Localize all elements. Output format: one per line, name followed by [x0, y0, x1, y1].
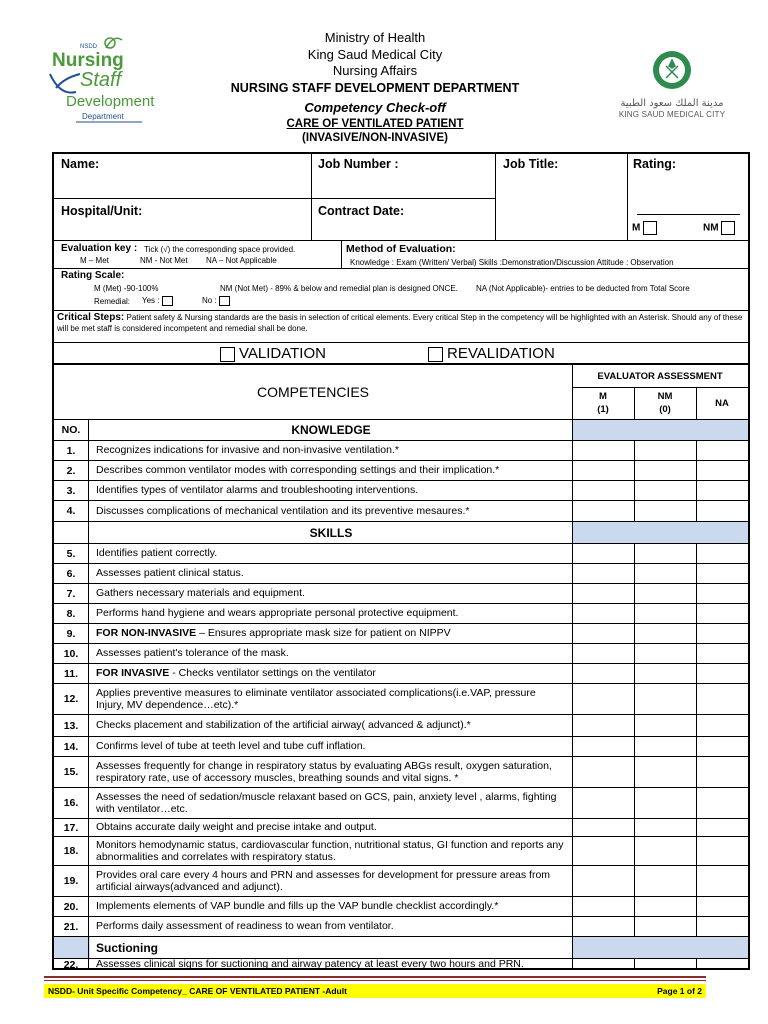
- competency-text: Assesses the need of sedation/muscle relaxant based on GCS, pain, anxiety level , alarms, fighting with ventilator…etc.: [96, 790, 557, 815]
- section-shade: [572, 522, 748, 543]
- competency-form: [52, 152, 750, 970]
- assessment-cell-m[interactable]: [572, 866, 634, 896]
- assessment-cell-m[interactable]: [572, 959, 634, 970]
- assessment-cell-nm[interactable]: [634, 788, 696, 818]
- assessment-cell-nm[interactable]: [634, 624, 696, 643]
- competency-number: 21.: [63, 920, 79, 933]
- competency-row: [54, 736, 748, 756]
- rating-nm: NM: [703, 221, 735, 235]
- competency-number: 18.: [63, 845, 79, 857]
- number-divider: [88, 441, 89, 460]
- hospital-unit-label: Hospital/Unit:: [61, 204, 143, 218]
- ksmc-logo: [612, 48, 732, 123]
- assessment-cell-nm[interactable]: [634, 481, 696, 500]
- competency-number: 6.: [66, 567, 76, 580]
- ksmc-arabic-name: مدينة الملك سعود الطبية: [620, 98, 724, 109]
- method-of-evaluation-text: Knowledge : Exam (Written/ Verbal) Skills :Demonstration/Discussion Attitude : Observation: [350, 258, 674, 267]
- assessment-cell-nm[interactable]: [634, 837, 696, 865]
- competency-number: 8.: [66, 607, 76, 620]
- city-line: King Saud Medical City: [307, 46, 443, 62]
- competency-row: [54, 958, 748, 970]
- job-number-label: Job Number :: [318, 157, 399, 171]
- assessment-cell-m[interactable]: [572, 441, 634, 460]
- assessment-cell-nm[interactable]: [634, 917, 696, 936]
- assessment-cell-m[interactable]: [572, 461, 634, 480]
- remedial-yes: Yes :: [142, 296, 173, 306]
- section-title-suctioning: Suctioning: [96, 940, 158, 955]
- rating-nm-checkbox[interactable]: [721, 221, 735, 235]
- competency-text: Monitors hemodynamic status, cardiovascular function, nutritional status, GI function and reports any abnormalities and correlates with respiratory status.: [96, 838, 564, 863]
- evaluation-key-na: NA – Not Applicable: [206, 256, 277, 265]
- competency-row: [54, 896, 748, 916]
- competency-number: 4.: [66, 505, 76, 517]
- competency-number: 1.: [66, 444, 76, 457]
- section-shade-left: [54, 937, 90, 958]
- assessment-cell-nm[interactable]: [634, 757, 696, 787]
- competency-text: Obtains accurate daily weight and precise intake and output.: [96, 821, 377, 834]
- footer-rule-thin: [44, 980, 706, 981]
- assessment-cell-m[interactable]: [572, 564, 634, 583]
- competency-row: [54, 836, 748, 865]
- assessment-cell-nm[interactable]: [634, 501, 696, 521]
- assessment-cell-nm[interactable]: [634, 441, 696, 460]
- competency-row: [54, 460, 748, 480]
- competency-number: 7.: [66, 587, 76, 600]
- assessment-cell-m[interactable]: [572, 481, 634, 500]
- competency-text: FOR NON-INVASIVE – Ensures appropriate mask size for patient on NIPPV: [96, 627, 451, 640]
- assessment-cell-nm[interactable]: [634, 544, 696, 563]
- competency-row: [54, 756, 748, 787]
- name-label: Name:: [61, 157, 100, 171]
- competency-text: Performs daily assessment of readiness to wean from ventilator.: [96, 920, 394, 933]
- assessment-cell-na[interactable]: [696, 584, 748, 603]
- assessment-cell-na[interactable]: [696, 664, 748, 683]
- competency-text: Describes common ventilator modes with corresponding settings and their implication.*: [96, 464, 500, 477]
- validation-checkbox[interactable]: [220, 347, 235, 362]
- number-divider: [88, 937, 89, 958]
- number-divider: [88, 819, 89, 836]
- number-divider: [88, 604, 89, 623]
- assessment-cell-na[interactable]: [696, 837, 748, 865]
- number-divider: [88, 715, 89, 736]
- competency-text: Recognizes indications for invasive and non-invasive ventilation.*: [96, 444, 399, 457]
- competency-text: Identifies patient correctly.: [96, 547, 218, 560]
- assessment-cell-m[interactable]: [572, 757, 634, 787]
- competency-row: [54, 714, 748, 736]
- affairs-line: Nursing Affairs: [332, 63, 418, 78]
- remedial-label: Remedial:: [94, 297, 131, 306]
- assessment-cell-m[interactable]: [572, 715, 634, 736]
- number-divider: [88, 737, 89, 756]
- assessment-cell-m[interactable]: [572, 837, 634, 865]
- competency-number: 10.: [63, 647, 79, 660]
- col-na-header: NA: [715, 397, 729, 409]
- evaluator-assessment-header: EVALUATOR ASSESSMENT: [597, 370, 723, 382]
- competency-text: Performs hand hygiene and wears appropriate personal protective equipment.: [96, 607, 459, 620]
- competency-row: [54, 623, 748, 643]
- competency-row: [54, 603, 748, 623]
- rating-label: Rating:: [633, 157, 677, 171]
- section-row-skills: [54, 521, 748, 543]
- competency-text: Provides oral care every 4 hours and PRN and assesses for development for pressure areas from artificial airways(advanced and adjunct).: [96, 868, 551, 893]
- competency-number: 13.: [63, 719, 79, 732]
- evaluation-key-not-met: NM - Not Met: [140, 256, 188, 265]
- assessment-cell-nm[interactable]: [634, 604, 696, 623]
- competency-number: 22.: [63, 958, 79, 971]
- competency-text: Identifies types of ventilator alarms and troubleshooting interventions.: [96, 484, 419, 497]
- section-no: NO.: [61, 424, 81, 436]
- competency-number: 16.: [63, 797, 79, 809]
- ministry-line: Ministry of Health: [324, 30, 426, 45]
- revalidation-checkbox[interactable]: [428, 347, 443, 362]
- assessment-cell-m[interactable]: [572, 897, 634, 916]
- competency-text: Assesses clinical signs for suctioning and airway patency at least every two hours and PRN.: [96, 958, 524, 971]
- number-divider: [88, 522, 89, 543]
- number-divider: [88, 866, 89, 896]
- assessment-cell-nm[interactable]: [634, 737, 696, 756]
- competency-text: Confirms level of tube at teeth level and tube cuff inflation.: [96, 740, 366, 753]
- assessment-cell-na[interactable]: [696, 481, 748, 500]
- department-line: NURSING STAFF DEVELOPMENT DEPARTMENT: [230, 80, 520, 95]
- footer-rule: [44, 976, 706, 978]
- competency-row: [54, 865, 748, 896]
- competency-number: 19.: [63, 875, 79, 887]
- number-divider: [88, 564, 89, 583]
- competency-number: 5.: [66, 547, 76, 560]
- assessment-cell-na[interactable]: [696, 461, 748, 480]
- evaluation-key-label: Evaluation key :: [61, 243, 138, 254]
- competency-number: 12.: [63, 693, 79, 705]
- assessment-cell-nm[interactable]: [634, 715, 696, 736]
- job-title-label: Job Title:: [503, 157, 559, 171]
- nsdd-logo: [46, 28, 156, 128]
- number-divider: [88, 917, 89, 936]
- number-divider: [88, 644, 89, 663]
- competency-row: [54, 683, 748, 714]
- competency-text: Assesses patient's tolerance of the mask.: [96, 647, 289, 660]
- section-title-skills: SKILLS: [309, 525, 353, 540]
- section-row-suctioning: [54, 936, 748, 958]
- competency-text: Implements elements of VAP bundle and fills up the VAP bundle checklist accordingly.*: [96, 900, 499, 913]
- assessment-cell-nm[interactable]: [634, 819, 696, 836]
- revalidation-option: REVALIDATION: [428, 345, 555, 362]
- rating-scale-not-met: NM (Not Met) - 89% & below and remedial plan is designed ONCE.: [220, 284, 458, 293]
- number-divider: [88, 788, 89, 818]
- section-title-knowledge: KNOWLEDGE: [291, 423, 371, 437]
- assessment-cell-na[interactable]: [696, 644, 748, 663]
- remedial-yes-checkbox[interactable]: [162, 296, 173, 306]
- assessment-cell-na[interactable]: [696, 959, 748, 970]
- document-title: CARE OF VENTILATED PATIENT: [286, 117, 464, 130]
- section-shade: [572, 420, 748, 440]
- col-m-header: M (1): [597, 391, 609, 415]
- evaluation-key-met: M – Met: [80, 256, 109, 265]
- number-divider: [88, 481, 89, 500]
- footer-page-number: Page 1 of 2: [657, 986, 702, 996]
- number-divider: [88, 584, 89, 603]
- logo-word-department: Department: [82, 112, 124, 121]
- assessment-cell-na[interactable]: [696, 544, 748, 563]
- competency-text: Assesses patient clinical status.: [96, 567, 244, 580]
- number-divider: [88, 757, 89, 787]
- assessment-cell-nm[interactable]: [634, 664, 696, 683]
- number-divider: [88, 461, 89, 480]
- competency-text: Assesses frequently for change in respiratory status by evaluating ABGs result, oxygen saturation, respiratory rate, use of accessory muscles, breathing sounds and vital signs. *: [96, 759, 552, 784]
- assessment-cell-na[interactable]: [696, 715, 748, 736]
- number-divider: [88, 544, 89, 563]
- document-header: [160, 30, 590, 145]
- assessment-cell-na[interactable]: [696, 737, 748, 756]
- competency-row: [54, 440, 748, 460]
- number-divider: [88, 624, 89, 643]
- rating-m: M: [632, 221, 657, 235]
- logo-word-staff: Staff: [80, 69, 122, 91]
- competency-text: FOR INVASIVE - Checks ventilator settings on the ventilator: [96, 667, 376, 680]
- number-divider: [88, 420, 89, 440]
- col-nm-header: NM (0): [657, 391, 673, 415]
- assessment-cell-m[interactable]: [572, 624, 634, 643]
- assessment-cell-nm[interactable]: [634, 866, 696, 896]
- competency-row: [54, 916, 748, 936]
- competency-text: Gathers necessary materials and equipment.: [96, 587, 305, 600]
- assessment-cell-na[interactable]: [696, 866, 748, 896]
- number-divider: [88, 837, 89, 865]
- rating-score-line: [637, 214, 740, 215]
- number-divider: [88, 897, 89, 916]
- section-no: [54, 522, 88, 543]
- number-divider: [88, 664, 89, 683]
- number-divider: [88, 684, 89, 714]
- assessment-cell-nm[interactable]: [634, 897, 696, 916]
- assessment-cell-na[interactable]: [696, 501, 748, 521]
- assessment-cell-m[interactable]: [572, 501, 634, 521]
- assessment-cell-m[interactable]: [572, 819, 634, 836]
- assessment-cell-nm[interactable]: [634, 959, 696, 970]
- assessment-cell-m[interactable]: [572, 544, 634, 563]
- competency-number: 20.: [63, 900, 79, 913]
- assessment-cell-nm[interactable]: [634, 461, 696, 480]
- remedial-no-checkbox[interactable]: [219, 296, 230, 306]
- rating-scale-na: NA (Not Applicable)- entries to be deducted from Total Score: [476, 284, 690, 293]
- competency-text: Discusses complications of mechanical ventilation and its preventive mesaures.*: [96, 504, 470, 517]
- competency-row: [54, 500, 748, 521]
- logo-word-nursing: Nursing: [52, 50, 124, 71]
- assessment-cell-m[interactable]: [572, 664, 634, 683]
- method-of-evaluation-label: Method of Evaluation:: [346, 243, 456, 255]
- validation-option: VALIDATION: [220, 345, 326, 362]
- assessment-cell-m[interactable]: [572, 684, 634, 714]
- competency-number: 3.: [66, 484, 76, 497]
- assessment-cell-na[interactable]: [696, 684, 748, 714]
- competency-number: 2.: [66, 464, 76, 477]
- assessment-cell-nm[interactable]: [634, 644, 696, 663]
- assessment-cell-na[interactable]: [696, 604, 748, 623]
- assessment-cell-na[interactable]: [696, 564, 748, 583]
- page-footer: [44, 984, 706, 998]
- competency-row: [54, 583, 748, 603]
- evaluation-key-tick: Tick (√) the corresponding space provided.: [144, 245, 296, 254]
- assessment-cell-na[interactable]: [696, 757, 748, 787]
- assessment-cell-m[interactable]: [572, 644, 634, 663]
- document-subtitle: (INVASIVE/NON-INVASIVE): [302, 131, 448, 144]
- logo-nsdd-text: NSDD: [80, 44, 98, 50]
- assessment-cell-m[interactable]: [572, 788, 634, 818]
- competencies-header: COMPETENCIES: [256, 384, 369, 400]
- competency-number: 14.: [63, 740, 79, 753]
- assessment-cell-nm[interactable]: [634, 564, 696, 583]
- assessment-cell-m[interactable]: [572, 584, 634, 603]
- number-divider: [88, 501, 89, 521]
- number-divider: [88, 959, 89, 970]
- competency-row: [54, 563, 748, 583]
- competency-row: [54, 480, 748, 500]
- logo-word-development: Development: [66, 93, 155, 110]
- assessment-cell-na[interactable]: [696, 441, 748, 460]
- competency-text: Applies preventive measures to eliminate ventilator associated complications(i.e.VAP, pressure Injury, MV dependence…etc).*: [96, 686, 536, 711]
- section-row-knowledge: [54, 419, 748, 440]
- critical-steps: Critical Steps: Patient safety & Nursing standards are the basis in selection of critical elements. Every critical Step in the competency will be highlighted with an Asterisk. Should any of these will be met staff is considered incompetent and remedial shall be done.: [57, 312, 743, 333]
- assessment-cell-na[interactable]: [696, 917, 748, 936]
- assessment-cell-na[interactable]: [696, 819, 748, 836]
- contract-date-label: Contract Date:: [318, 204, 405, 218]
- competency-number: 9.: [66, 627, 76, 640]
- competency-text: Checks placement and stabilization of the artificial airway( advanced & adjunct).*: [96, 719, 471, 732]
- rating-scale-label: Rating Scale:: [61, 270, 125, 281]
- remedial-no: No :: [202, 296, 230, 306]
- assessment-cell-nm[interactable]: [634, 684, 696, 714]
- assessment-cell-m[interactable]: [572, 737, 634, 756]
- competency-number: 15.: [63, 766, 79, 778]
- competency-row: [54, 663, 748, 683]
- assessment-cell-m[interactable]: [572, 917, 634, 936]
- rating-m-checkbox[interactable]: [643, 221, 657, 235]
- footer-left-text: NSDD- Unit Specific Competency_ CARE OF VENTILATED PATIENT -Adult: [48, 986, 347, 996]
- competency-number: 11.: [63, 667, 79, 680]
- rating-scale-met: M (Met) -90-100%: [94, 284, 159, 293]
- competency-checkoff-title: Competency Check-off: [304, 100, 446, 115]
- assessment-cell-na[interactable]: [696, 897, 748, 916]
- assessment-cell-na[interactable]: [696, 624, 748, 643]
- assessment-cell-m[interactable]: [572, 604, 634, 623]
- competency-row: [54, 643, 748, 663]
- logo-figure-icon: [50, 74, 80, 93]
- competency-row: [54, 818, 748, 836]
- section-shade: [572, 937, 748, 958]
- competency-row: [54, 787, 748, 818]
- competency-row: [54, 543, 748, 563]
- assessment-cell-na[interactable]: [696, 788, 748, 818]
- assessment-cell-nm[interactable]: [634, 584, 696, 603]
- competency-number: 17.: [63, 821, 79, 834]
- ksmc-english-name: KING SAUD MEDICAL CITY: [618, 110, 726, 119]
